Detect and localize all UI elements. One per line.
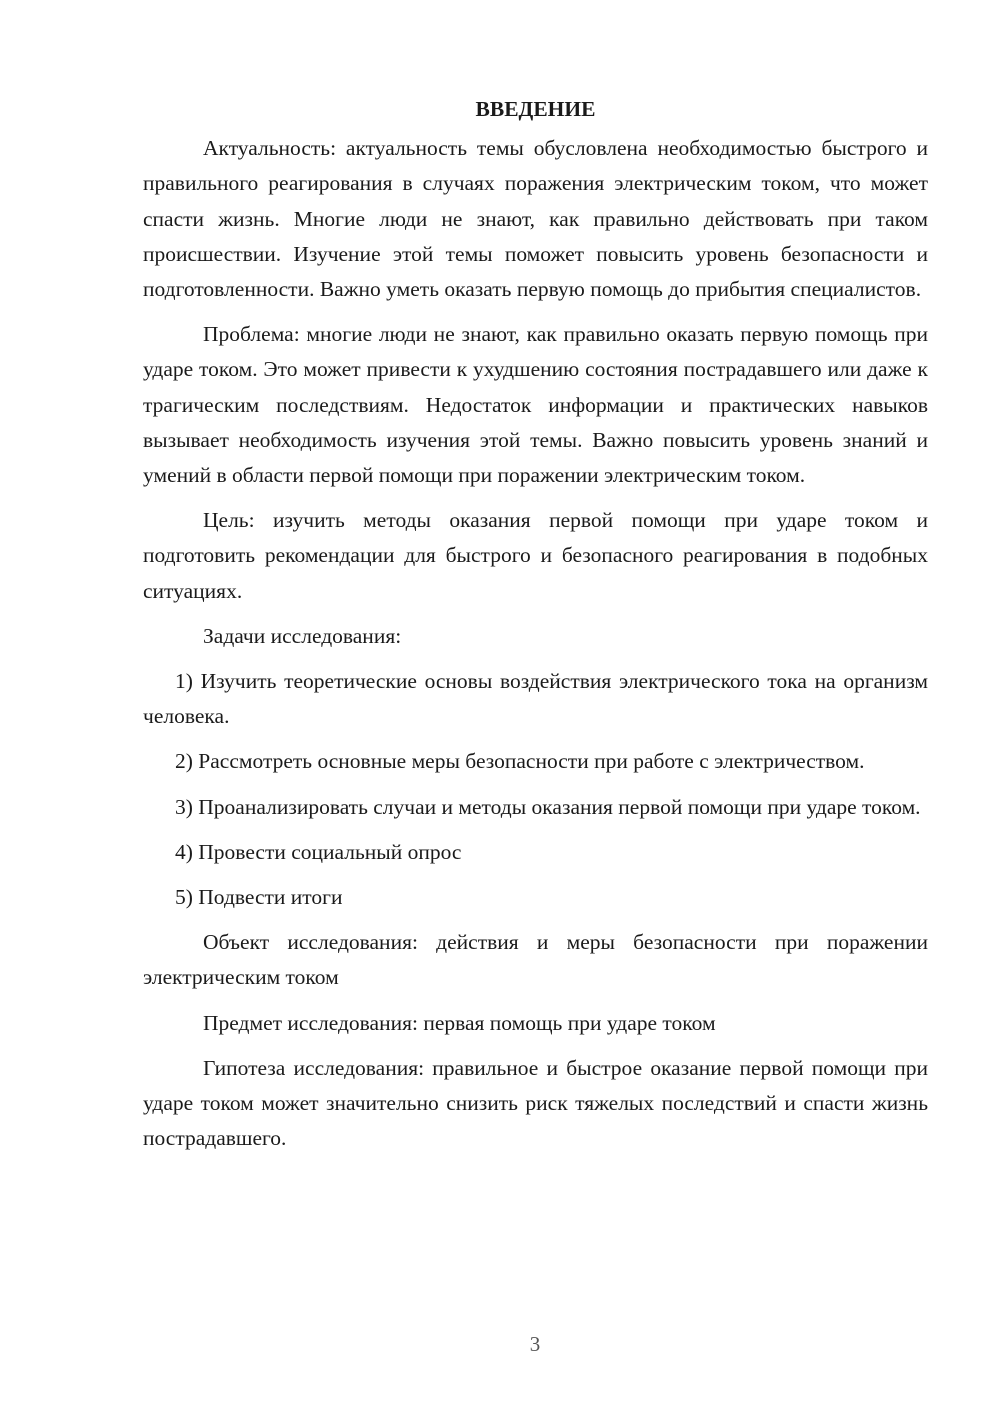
subject-paragraph: Предмет исследования: первая помощь при ударе током — [203, 1010, 716, 1035]
task-item-5: 5) Подвести итоги — [175, 885, 343, 910]
object-paragraph: Объект исследования: действия и меры безопасности при поражении электрическим током — [143, 930, 928, 990]
task-item-1: 1) Изучить теоретические основы воздействия электрического тока на организм человека. — [143, 669, 928, 729]
problem-paragraph: Проблема: многие люди не знают, как правильно оказать первую помощь при ударе током. Это может привести к ухудшению состояния пострадавшего или даже к трагическим последствиям. Недостаток информации и практических навыков вызывает необходимость изучения этой темы. Важно повысить уровень знаний и умений в области первой помощи при поражении электрическим током. — [143, 322, 928, 488]
task-item-2: 2) Рассмотреть основные меры безопасности при работе с электричеством. — [175, 749, 865, 774]
section-title: ВВЕДЕНИЕ — [475, 97, 596, 121]
hypothesis-paragraph: Гипотеза исследования: правильное и быстрое оказание первой помощи при ударе током может значительно снизить риск тяжелых последствий и спасти жизнь пострадавшего. — [143, 1055, 928, 1151]
task-item-3: 3) Проанализировать случаи и методы оказания первой помощи при ударе током. — [175, 794, 921, 819]
page-number: 3 — [529, 1332, 541, 1356]
relevance-paragraph: Актуальность: актуальность темы обусловлена необходимостью быстрого и правильного реагирования в случаях поражения электрическим током, что может спасти жизнь. Многие люди не знают, как правильно действовать при таком происшествии. Изучение этой темы поможет повысить уровень безопасности и подготовленности. Важно уметь оказать первую помощь до прибытия специалистов. — [143, 136, 928, 302]
tasks-heading: Задачи исследования: — [203, 623, 402, 648]
goal-paragraph: Цель: изучить методы оказания первой помощи при ударе током и подготовить рекомендации для быстрого и безопасного реагирования в подобных ситуациях. — [143, 508, 928, 603]
document-body — [143, 92, 928, 1156]
task-item-4: 4) Провести социальный опрос — [175, 839, 462, 864]
